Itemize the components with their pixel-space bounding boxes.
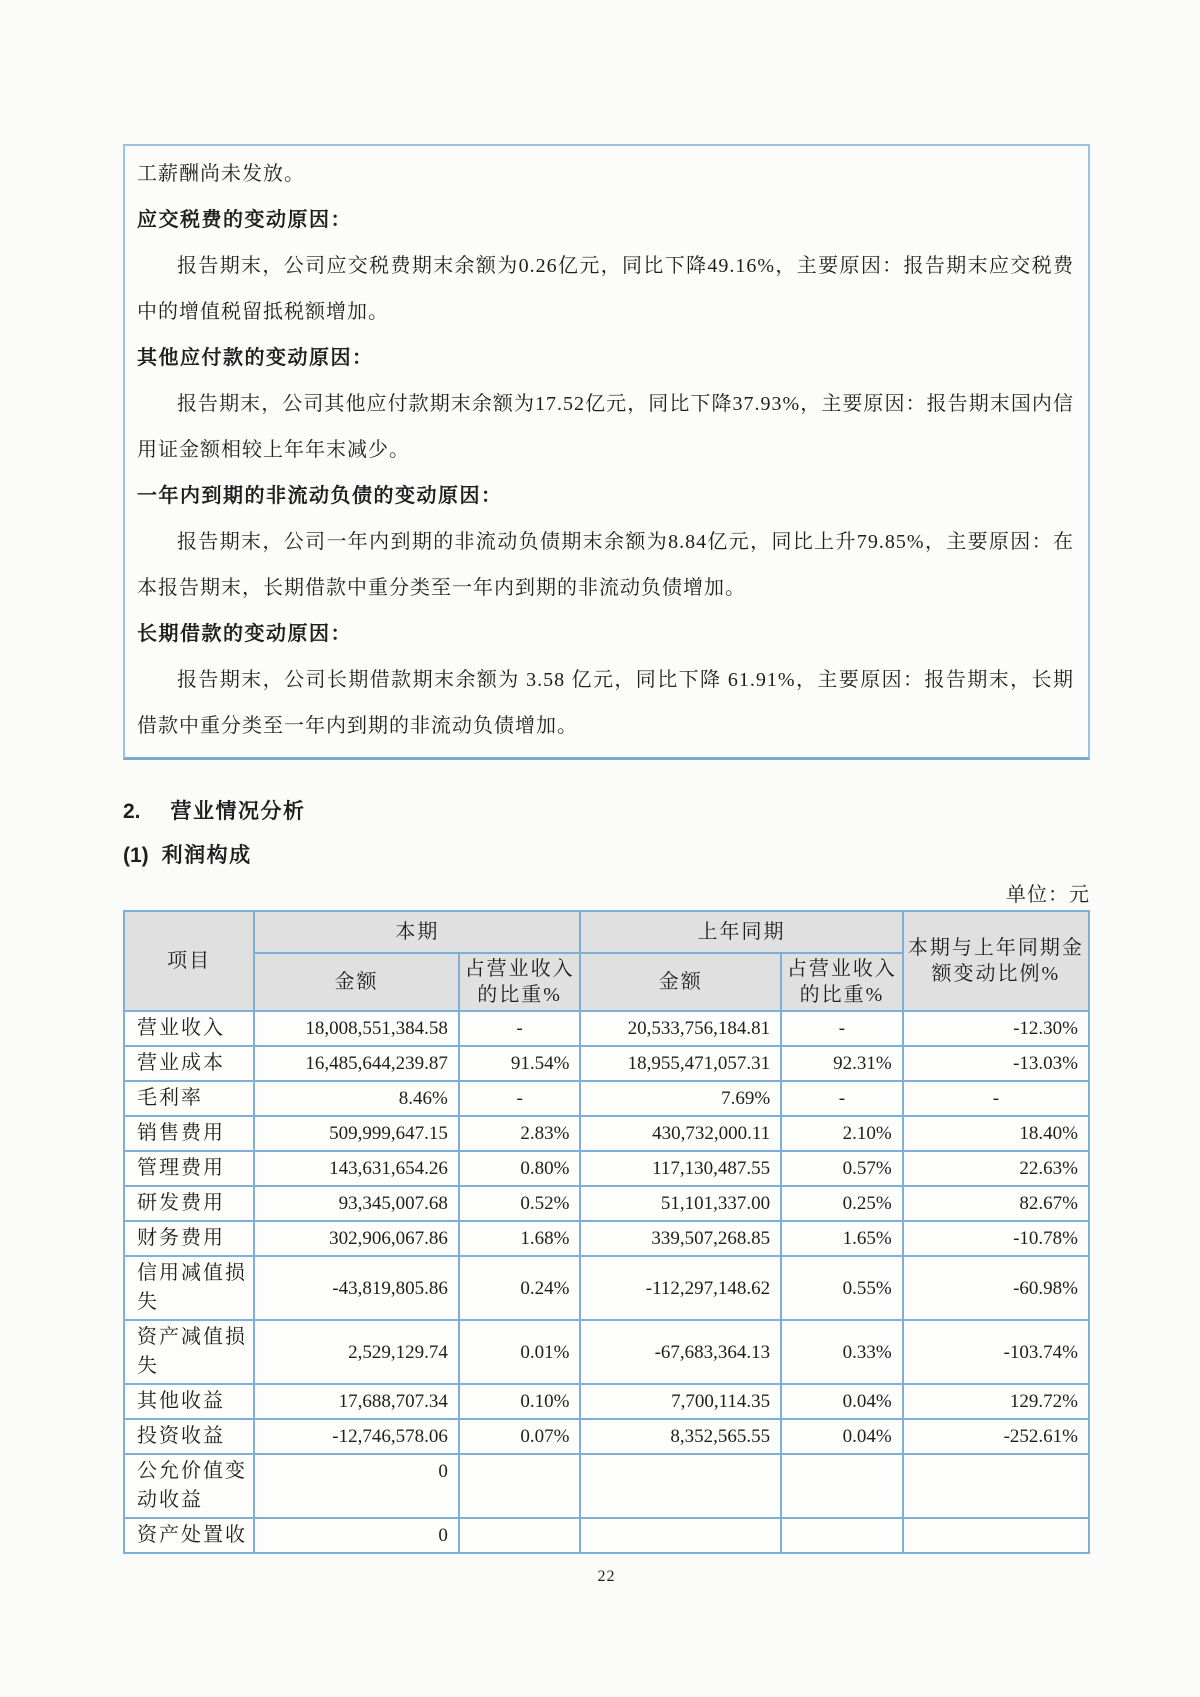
cell-prior-amount xyxy=(580,1518,781,1553)
cell-prior-ratio: 0.25% xyxy=(781,1186,903,1221)
cell-prior-amount: 117,130,487.55 xyxy=(580,1151,781,1186)
cell-current-amount: -43,819,805.86 xyxy=(254,1256,459,1320)
cell-prior-amount: -112,297,148.62 xyxy=(580,1256,781,1320)
table-row-selling-expenses xyxy=(124,1116,1089,1151)
cell-label: 信用减值损失 xyxy=(124,1256,254,1320)
box-paragraph-noncurrent-liabilities-due: 报告期末，公司一年内到期的非流动负债期末余额为8.84亿元，同比上升79.85%，主要原因：在本报告期末，长期借款中重分类至一年内到期的非流动负债增加。 xyxy=(137,531,1074,599)
table-row-asset-impairment-loss xyxy=(124,1320,1089,1384)
cell-prior-amount: 8,352,565.55 xyxy=(580,1419,781,1454)
cell-prior-amount: 339,507,268.85 xyxy=(580,1221,781,1256)
cell-current-amount: 302,906,067.86 xyxy=(254,1221,459,1256)
cell-current-amount: 8.46% xyxy=(254,1081,459,1116)
cell-prior-ratio: - xyxy=(781,1011,903,1046)
cell-change-ratio: -252.61% xyxy=(903,1419,1089,1454)
box-heading-noncurrent-liabilities-due: 一年内到期的非流动负债的变动原因： xyxy=(137,485,503,507)
box-heading-other-payables: 其他应付款的变动原因： xyxy=(137,347,374,369)
cell-label: 资产减值损失 xyxy=(124,1320,254,1384)
cell-current-amount: 509,999,647.15 xyxy=(254,1116,459,1151)
table-row-rd-expenses xyxy=(124,1186,1089,1221)
cell-label: 研发费用 xyxy=(124,1186,254,1221)
section-title: 营业情况分析 xyxy=(170,800,306,823)
cell-prior-ratio: 1.65% xyxy=(781,1221,903,1256)
cell-change-ratio: 18.40% xyxy=(903,1116,1089,1151)
table-row-finance-expenses xyxy=(124,1221,1089,1256)
cell-change-ratio: -10.78% xyxy=(903,1221,1089,1256)
subsection-title: 利润构成 xyxy=(161,844,252,867)
cell-current-ratio: 91.54% xyxy=(459,1046,581,1081)
table-row-admin-expenses xyxy=(124,1151,1089,1186)
header-prior-ratio: 占营业收入的比重% xyxy=(781,953,903,1011)
cell-prior-amount: 20,533,756,184.81 xyxy=(580,1011,781,1046)
cell-prior-ratio: 2.10% xyxy=(781,1116,903,1151)
cell-change-ratio: 82.67% xyxy=(903,1186,1089,1221)
cell-prior-ratio: 0.57% xyxy=(781,1151,903,1186)
cell-current-amount: -12,746,578.06 xyxy=(254,1419,459,1454)
table-row-credit-impairment-loss xyxy=(124,1256,1089,1320)
cell-change-ratio: 22.63% xyxy=(903,1151,1089,1186)
cell-label: 销售费用 xyxy=(124,1116,254,1151)
box-heading-taxes-payable: 应交税费的变动原因： xyxy=(137,209,352,231)
cell-label: 毛利率 xyxy=(124,1081,254,1116)
cell-current-ratio: 0.10% xyxy=(459,1384,581,1419)
cell-label: 其他收益 xyxy=(124,1384,254,1419)
cell-prior-amount: 51,101,337.00 xyxy=(580,1186,781,1221)
box-continuation-text: 工薪酬尚未发放。 xyxy=(137,163,305,185)
cell-prior-amount: 7.69% xyxy=(580,1081,781,1116)
cell-prior-ratio: 0.04% xyxy=(781,1419,903,1454)
section-number: 2. xyxy=(123,800,141,823)
table-row-operating-cost xyxy=(124,1046,1089,1081)
cell-prior-ratio: 0.04% xyxy=(781,1384,903,1419)
cell-prior-amount xyxy=(580,1454,781,1518)
cell-current-amount: 18,008,551,384.58 xyxy=(254,1011,459,1046)
header-prior-amount: 金额 xyxy=(580,953,781,1011)
cell-current-amount: 0 xyxy=(254,1518,459,1553)
cell-current-amount: 17,688,707.34 xyxy=(254,1384,459,1419)
cell-prior-ratio xyxy=(781,1518,903,1553)
profit-composition-table xyxy=(123,910,1090,1554)
header-current-ratio: 占营业收入的比重% xyxy=(459,953,581,1011)
page-number: 22 xyxy=(597,1568,616,1585)
cell-change-ratio: -60.98% xyxy=(903,1256,1089,1320)
unit-label: 单位：元 xyxy=(1006,884,1090,906)
cell-prior-amount: 18,955,471,057.31 xyxy=(580,1046,781,1081)
box-paragraph-other-payables: 报告期末，公司其他应付款期末余额为17.52亿元，同比下降37.93%，主要原因：报告期末国内信用证金额相较上年年末减少。 xyxy=(137,393,1074,461)
cell-prior-amount: 430,732,000.11 xyxy=(580,1116,781,1151)
cell-change-ratio: - xyxy=(903,1081,1089,1116)
cell-change-ratio xyxy=(903,1454,1089,1518)
cell-prior-ratio xyxy=(781,1454,903,1518)
subsection-number: (1) xyxy=(123,844,149,867)
table-row-investment-income xyxy=(124,1419,1089,1454)
cell-prior-ratio: - xyxy=(781,1081,903,1116)
subsection-heading-profit-composition xyxy=(123,844,1090,868)
table-row-asset-disposal-income xyxy=(124,1518,1089,1553)
cell-prior-ratio: 0.33% xyxy=(781,1320,903,1384)
cell-current-ratio: 0.24% xyxy=(459,1256,581,1320)
page-content xyxy=(123,0,1090,1586)
box-heading-longterm-borrowings: 长期借款的变动原因： xyxy=(137,623,352,645)
table-row-other-income xyxy=(124,1384,1089,1419)
cell-current-ratio xyxy=(459,1518,581,1553)
cell-prior-ratio: 0.55% xyxy=(781,1256,903,1320)
cell-current-amount: 16,485,644,239.87 xyxy=(254,1046,459,1081)
cell-change-ratio: -103.74% xyxy=(903,1320,1089,1384)
header-group-prior-period: 上年同期 xyxy=(580,911,902,953)
cell-current-amount: 93,345,007.68 xyxy=(254,1186,459,1221)
explanation-box xyxy=(123,144,1090,760)
header-item: 项目 xyxy=(124,911,254,1011)
cell-prior-amount: -67,683,364.13 xyxy=(580,1320,781,1384)
cell-change-ratio: 129.72% xyxy=(903,1384,1089,1419)
box-paragraph-taxes-payable: 报告期末，公司应交税费期末余额为0.26亿元，同比下降49.16%，主要原因：报告期末应交税费中的增值税留抵税额增加。 xyxy=(137,255,1074,323)
table-row-gross-margin xyxy=(124,1081,1089,1116)
cell-change-ratio xyxy=(903,1518,1089,1553)
table-row-fair-value-change-income xyxy=(124,1454,1089,1518)
cell-label: 资产处置收 xyxy=(124,1518,254,1553)
box-paragraph-longterm-borrowings: 报告期末，公司长期借款期末余额为 3.58 亿元，同比下降 61.91%，主要原因：报告期末，长期借款中重分类至一年内到期的非流动负债增加。 xyxy=(137,669,1074,737)
header-current-amount: 金额 xyxy=(254,953,459,1011)
cell-label: 投资收益 xyxy=(124,1419,254,1454)
cell-current-ratio: - xyxy=(459,1081,581,1116)
cell-current-ratio: 0.80% xyxy=(459,1151,581,1186)
section-heading-business-analysis xyxy=(123,800,1090,824)
cell-current-ratio: 2.83% xyxy=(459,1116,581,1151)
cell-current-ratio: 0.07% xyxy=(459,1419,581,1454)
cell-current-amount: 0 xyxy=(254,1454,459,1518)
cell-prior-ratio: 92.31% xyxy=(781,1046,903,1081)
cell-current-ratio xyxy=(459,1454,581,1518)
cell-current-ratio: 1.68% xyxy=(459,1221,581,1256)
cell-current-ratio: 0.52% xyxy=(459,1186,581,1221)
cell-label: 财务费用 xyxy=(124,1221,254,1256)
cell-change-ratio: -13.03% xyxy=(903,1046,1089,1081)
cell-label: 公允价值变动收益 xyxy=(124,1454,254,1518)
cell-current-amount: 2,529,129.74 xyxy=(254,1320,459,1384)
cell-change-ratio: -12.30% xyxy=(903,1011,1089,1046)
table-row-operating-revenue xyxy=(124,1011,1089,1046)
cell-current-ratio: 0.01% xyxy=(459,1320,581,1384)
cell-label: 营业成本 xyxy=(124,1046,254,1081)
header-group-current-period: 本期 xyxy=(254,911,580,953)
cell-current-amount: 143,631,654.26 xyxy=(254,1151,459,1186)
header-change-ratio: 本期与上年同期金额变动比例% xyxy=(903,911,1089,1011)
cell-prior-amount: 7,700,114.35 xyxy=(580,1384,781,1419)
cell-label: 管理费用 xyxy=(124,1151,254,1186)
cell-label: 营业收入 xyxy=(124,1011,254,1046)
cell-current-ratio: - xyxy=(459,1011,581,1046)
table-header-row-groups xyxy=(124,911,1089,953)
